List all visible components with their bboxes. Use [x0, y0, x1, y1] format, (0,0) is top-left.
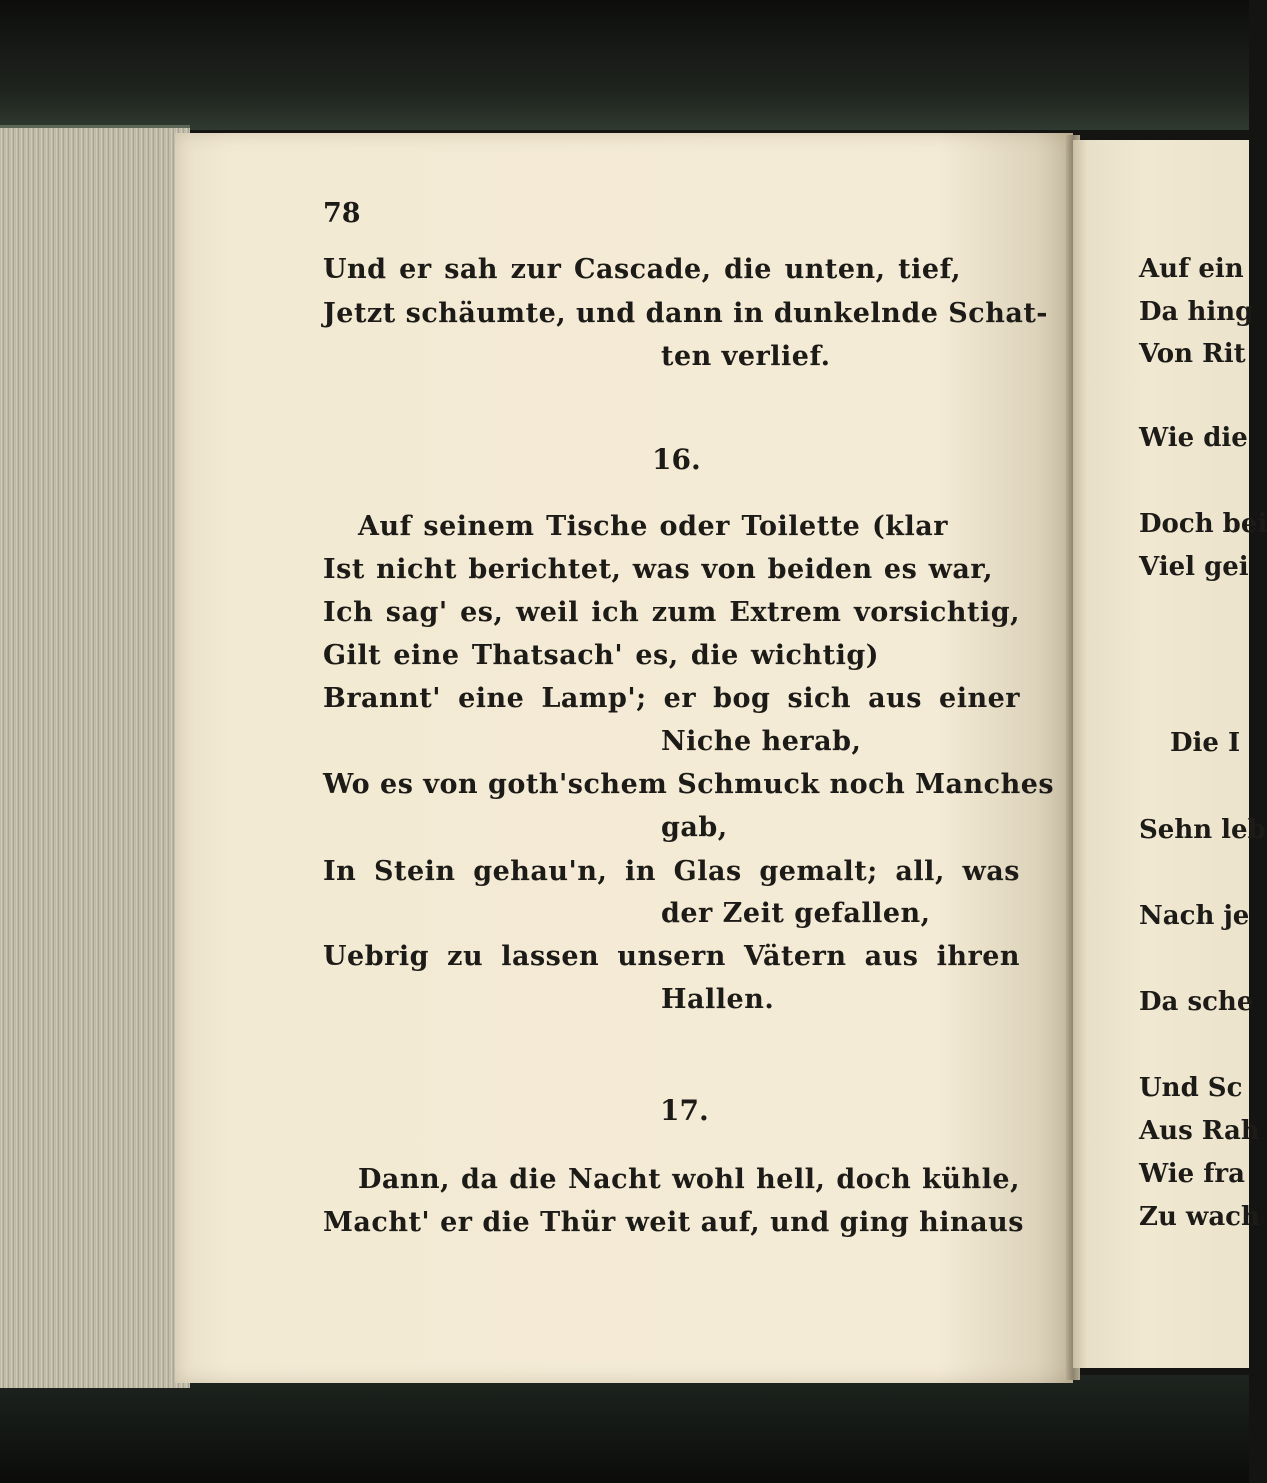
text-line: Gilt eine Thatsach' es, die wichtig)	[323, 640, 879, 671]
right-text-line: Doch bei	[1139, 509, 1267, 539]
page-edges	[0, 125, 190, 1388]
right-text-line: Nach je	[1139, 901, 1250, 931]
text-line: der Zeit gefallen,	[661, 898, 931, 929]
right-text-line: Und Sc	[1139, 1073, 1243, 1103]
page-number: 78	[323, 198, 361, 229]
text-line: Dann, da die Nacht wohl hell, doch kühle,	[358, 1164, 1020, 1195]
right-text-line: Wie fra	[1139, 1159, 1245, 1189]
text-line: Jetzt schäumte, und dann in dunkelnde Schat-	[323, 298, 1049, 329]
text-line: Uebrig zu lassen unsern Vätern aus ihren	[323, 941, 1020, 972]
right-text-line: Sehn leb	[1139, 815, 1266, 845]
right-text-line: Viel gei	[1139, 552, 1249, 582]
text-line: Niche herab,	[661, 726, 862, 757]
text-line: Hallen.	[661, 984, 775, 1015]
stanza-number: 17.	[660, 1094, 709, 1127]
right-text-line: Auf ein	[1139, 254, 1244, 284]
text-line: gab,	[661, 812, 728, 843]
right-text-line: Die I	[1170, 728, 1241, 758]
text-line: Macht' er die Thür weit auf, und ging hinaus	[323, 1207, 1025, 1238]
right-text-line: Da sche	[1139, 987, 1254, 1017]
text-line: Ich sag' es, weil ich zum Extrem vorsichtig,	[323, 597, 1020, 628]
text-line: ten verlief.	[661, 341, 831, 372]
text-line: Wo es von goth'schem Schmuck noch Manches	[323, 769, 1055, 800]
text-line: Und er sah zur Cascade, die unten, tief,	[323, 254, 961, 285]
text-line: Brannt' eine Lamp'; er bog sich aus einer	[323, 683, 1020, 714]
background-bottom	[0, 1375, 1249, 1483]
right-text-line: Aus Rah	[1139, 1116, 1260, 1146]
text-line: Ist nicht berichtet, was von beiden es war,	[323, 554, 993, 585]
right-text-line: Zu wach	[1139, 1202, 1260, 1232]
text-line: In Stein gehau'n, in Glas gemalt; all, was	[323, 856, 1020, 887]
right-text-line: Da hing	[1139, 297, 1254, 327]
text-line: Auf seinem Tische oder Toilette (klar	[358, 511, 948, 542]
background-top	[0, 0, 1249, 130]
right-text-line: Von Rit	[1139, 339, 1246, 369]
right-text-line: Wie die	[1139, 423, 1248, 453]
stanza-number: 16.	[652, 443, 701, 476]
